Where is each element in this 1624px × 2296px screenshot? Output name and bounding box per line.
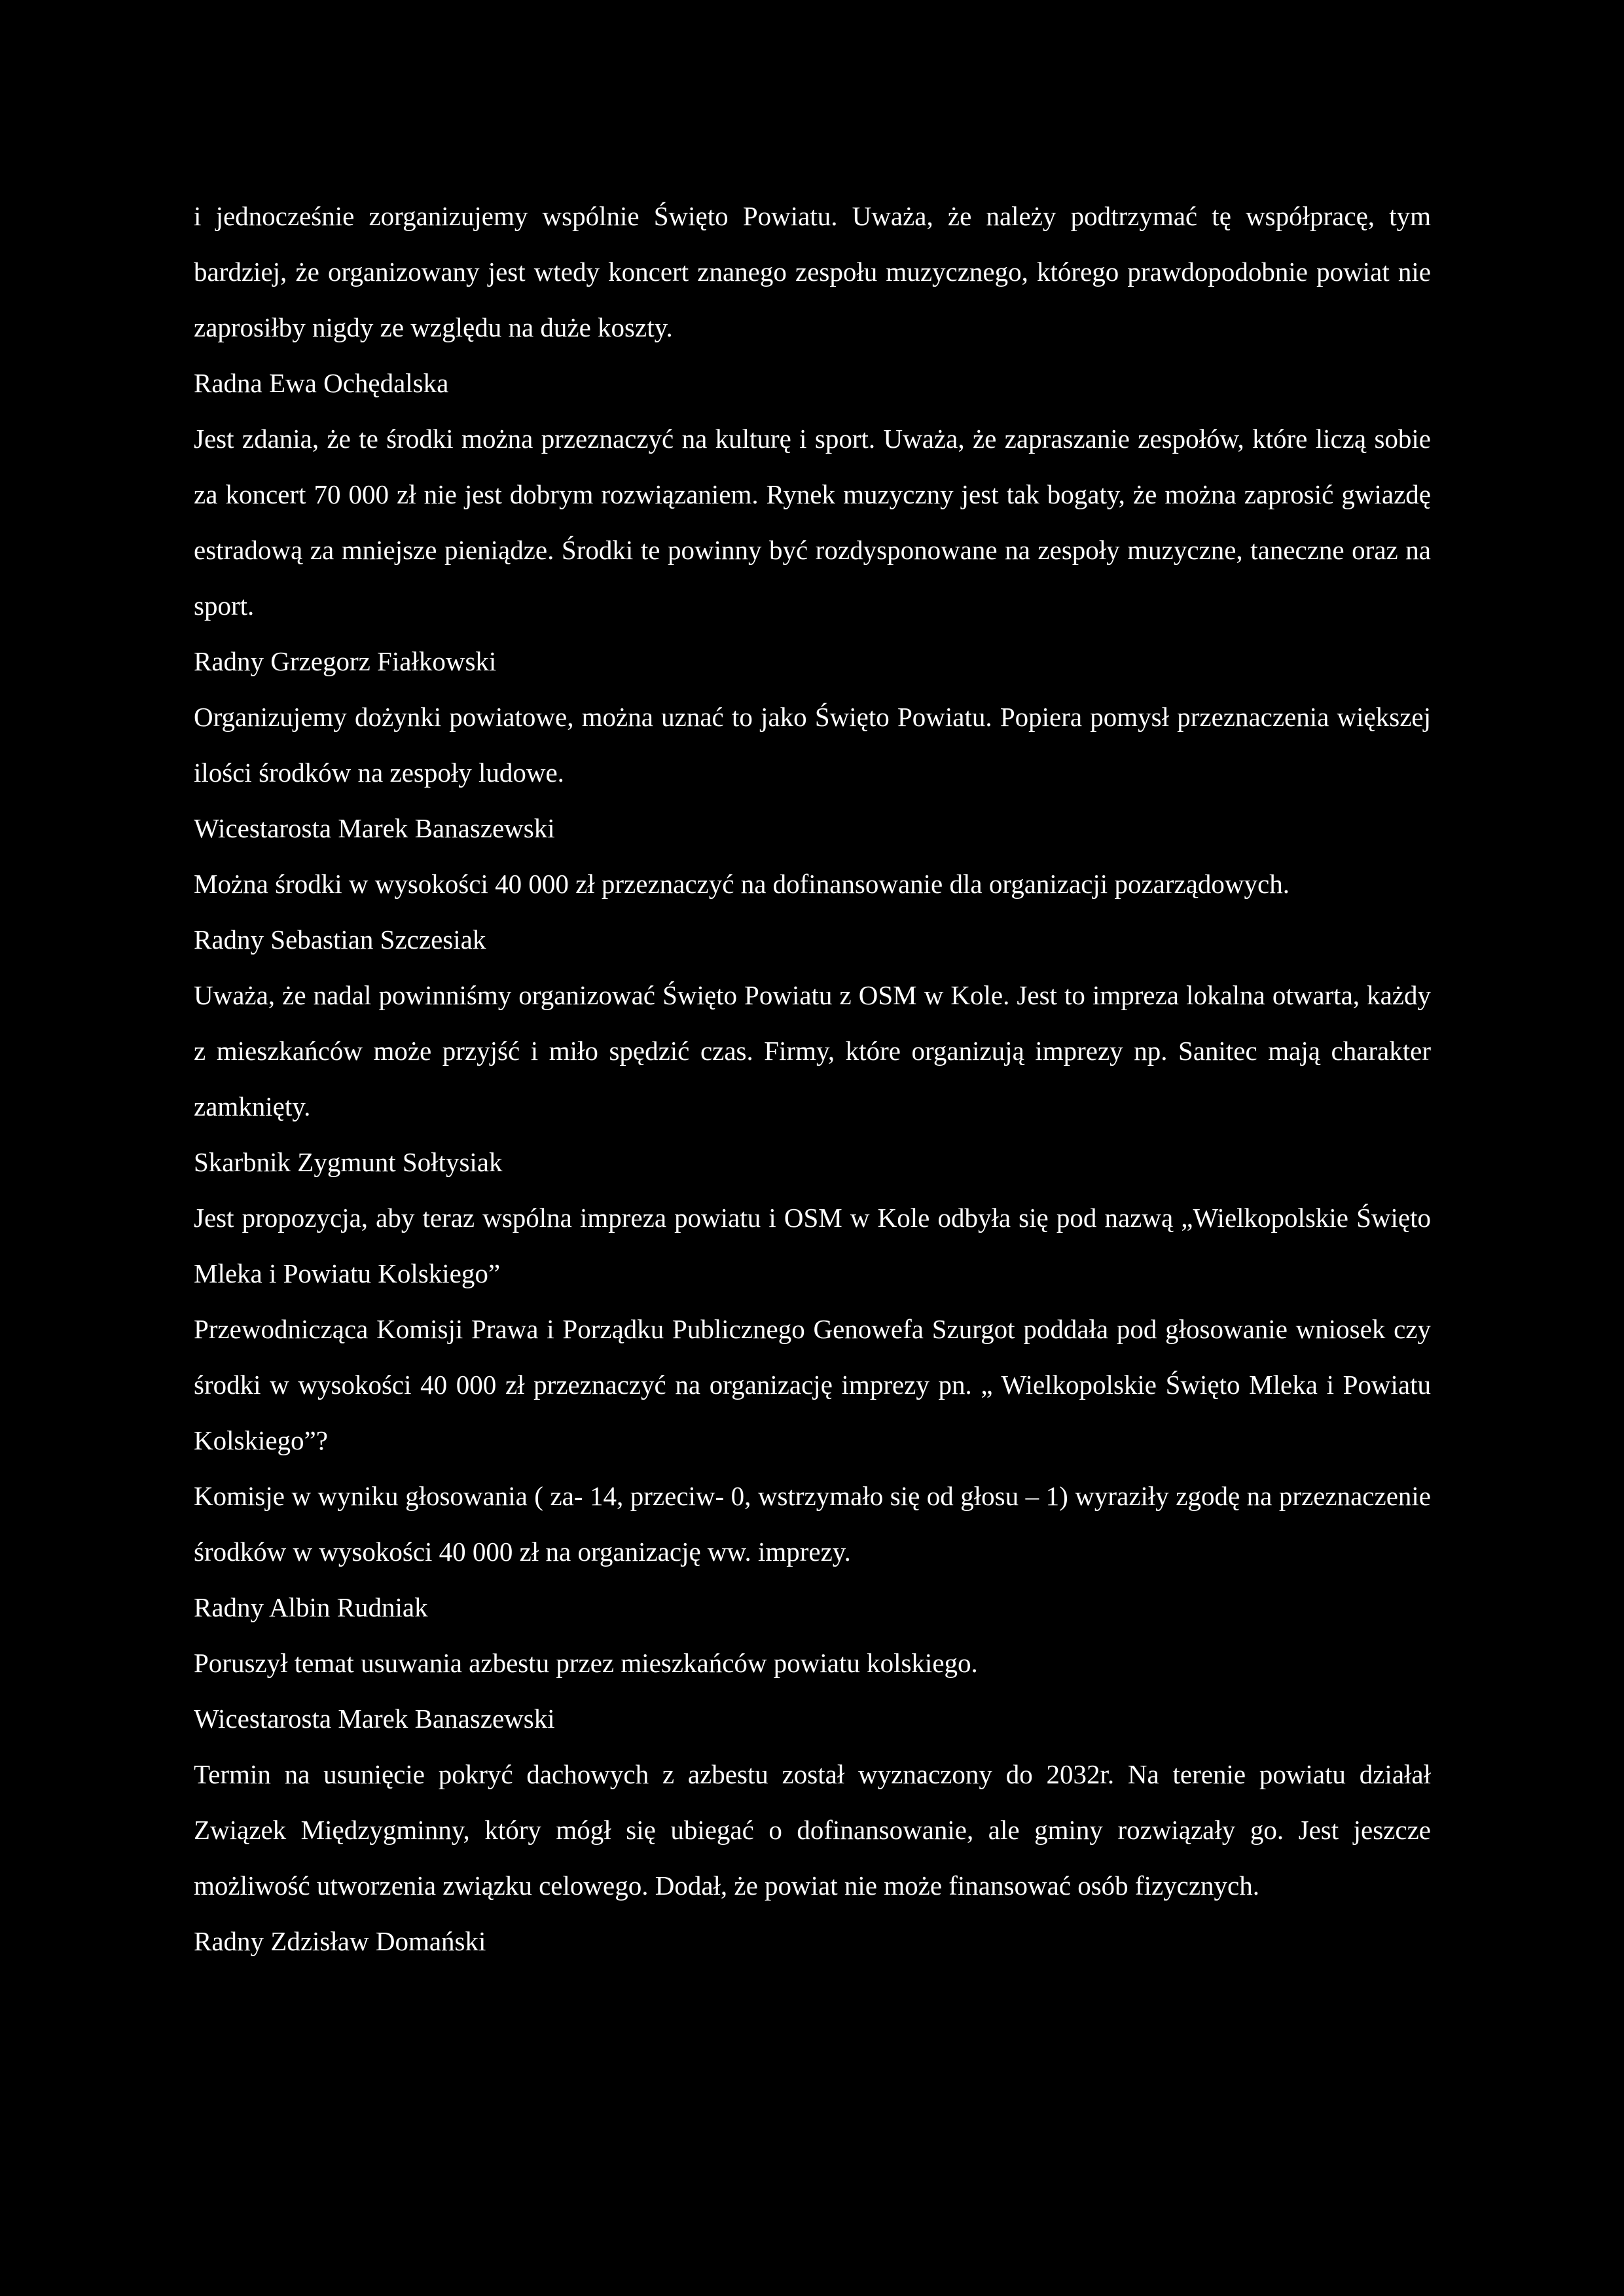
paragraph: Komisje w wyniku głosowania ( za- 14, przeciw- 0, wstrzymało się od głosu – 1) wyraziły zgodę na przeznaczenie środków w wysokości 40 000 zł na organizację ww. imprezy. [194, 1481, 1431, 1567]
speaker-name: Skarbnik Zygmunt Sołtysiak [194, 1147, 503, 1177]
paragraph: Można środki w wysokości 40 000 zł przeznaczyć na dofinansowanie dla organizacji pozarządowych. [194, 869, 1290, 899]
speaker-name: Wicestarosta Marek Banaszewski [194, 813, 555, 843]
paragraph: Jest zdania, że te środki można przeznaczyć na kulturę i sport. Uważa, że zapraszanie zespołów, które liczą sobie za koncert 70 000 zł nie jest dobrym rozwiązaniem. Rynek muzyczny jest tak bogaty, że można zaprosić gwiazdę estradową za mniejsze pieniądze. Środki te powinny być rozdysponowane na zespoły muzyczne, taneczne oraz na sport. [194, 424, 1431, 621]
paragraph: Uważa, że nadal powinniśmy organizować Święto Powiatu z OSM w Kole. Jest to impreza lokalna otwarta, każdy z mieszkańców może przyjść i miło spędzić czas. Firmy, które organizują imprezy np. Sanitec mają charakter zamknięty. [194, 980, 1431, 1121]
paragraph: Jest propozycja, aby teraz wspólna impreza powiatu i OSM w Kole odbyła się pod nazwą „Wielkopolskie Święto Mleka i Powiatu Kolskiego” [194, 1203, 1431, 1288]
paragraph: Poruszył temat usuwania azbestu przez mieszkańców powiatu kolskiego. [194, 1648, 978, 1678]
paragraph: i jednocześnie zorganizujemy wspólnie Święto Powiatu. Uważa, że należy podtrzymać tę współpracę, tym bardziej, że organizowany jest wtedy koncert znanego zespołu muzycznego, którego prawdopodobnie powiat nie zaprosiłby nigdy ze względu na duże koszty. [194, 201, 1431, 342]
paragraph: Termin na usunięcie pokryć dachowych z azbestu został wyznaczony do 2032r. Na terenie powiatu działał Związek Międzygminny, który mógł się ubiegać o dofinansowanie, ale gminy rozwiązały go. Jest jeszcze możliwość utworzenia związku celowego. Dodał, że powiat nie może finansować osób fizycznych. [194, 1759, 1431, 1901]
speaker-name: Wicestarosta Marek Banaszewski [194, 1704, 555, 1734]
speaker-name: Radna Ewa Ochędalska [194, 368, 449, 398]
paragraph: Przewodnicząca Komisji Prawa i Porządku Publicznego Genowefa Szurgot poddała pod głosowanie wniosek czy środki w wysokości 40 000 zł przeznaczyć na organizację imprezy pn. „ Wielkopolskie Święto Mleka i Powiatu Kolskiego”? [194, 1314, 1431, 1455]
speaker-name: Radny Grzegorz Fiałkowski [194, 646, 497, 676]
speaker-name: Radny Sebastian Szczesiak [194, 924, 486, 955]
speaker-name: Radny Zdzisław Domański [194, 1926, 486, 1956]
speaker-name: Radny Albin Rudniak [194, 1592, 428, 1622]
paragraph: Organizujemy dożynki powiatowe, można uznać to jako Święto Powiatu. Popiera pomysł przeznaczenia większej ilości środków na zespoły ludowe. [194, 702, 1431, 788]
document-body [194, 189, 1431, 1969]
